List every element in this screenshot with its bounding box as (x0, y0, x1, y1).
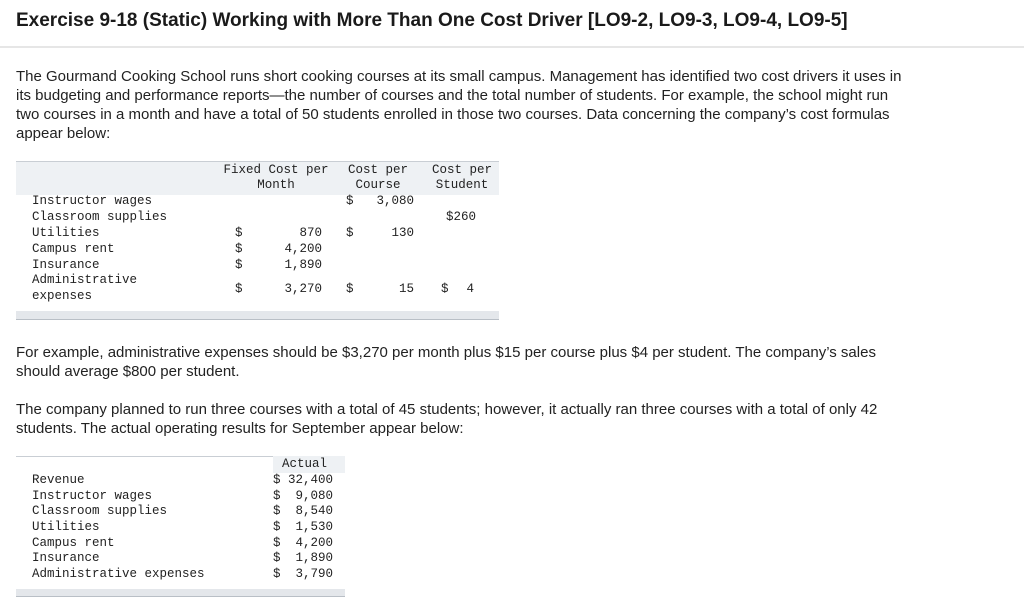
student-cost: 4 (466, 282, 474, 296)
header-cost-per-course (342, 163, 414, 193)
actual-value: $ 32,400 (273, 473, 334, 487)
paragraph-line: students. The actual operating results for September appear below: (16, 420, 464, 437)
fixed-cost: 1,890 (284, 258, 322, 272)
actual-value: $ 1,890 (273, 551, 334, 565)
intro-line: The Gourmand Cooking School runs short cooking courses at its small campus. Management has identified two cost drivers it uses in (16, 68, 902, 85)
intro-line: two courses in a month and have a total of 50 students enrolled in those two courses. Data concerning the company’s cost formulas (16, 106, 890, 123)
header-text: Student (435, 178, 489, 192)
actual-value: $ 8,540 (273, 504, 334, 518)
header-cost-per-student (426, 163, 498, 193)
fixed-cost: 4,200 (284, 242, 322, 256)
row-label: Campus rent (32, 536, 115, 550)
table-footer-bar (16, 311, 499, 320)
dollar-sign: $ (235, 242, 243, 256)
cost-formula-table (16, 161, 499, 319)
row-label: Revenue (32, 473, 85, 487)
actual-value: $ 4,200 (273, 536, 334, 550)
row-label: expenses (32, 289, 93, 303)
row-label: Campus rent (32, 242, 115, 256)
actual-value: $ 3,790 (273, 567, 334, 581)
dollar-sign: $ (235, 226, 243, 240)
header-actual: Actual (282, 457, 328, 471)
dollar-sign: $ (346, 194, 354, 208)
actual-results-table (16, 456, 345, 597)
row-label: Classroom supplies (32, 210, 168, 224)
row-label: Instructor wages (32, 489, 153, 503)
row-label: Administrative expenses (32, 567, 205, 581)
actual-value: $ 1,530 (273, 520, 334, 534)
header-text: Cost per (347, 163, 408, 177)
student-cost: $260 (445, 210, 476, 224)
course-cost: 15 (398, 282, 414, 296)
row-label: Instructor wages (32, 194, 153, 208)
dollar-sign: $ (235, 282, 243, 296)
dollar-sign: $ (346, 226, 354, 240)
fixed-cost: 3,270 (284, 282, 322, 296)
paragraph-line: For example, administrative expenses should be $3,270 per month plus $15 per course plus $4 per student. The company’s sales (16, 344, 876, 361)
exercise-title: Exercise 9-18 (Static) Working with More Than One Cost Driver [LO9-2, LO9-3, LO9-4, LO9-5] (16, 10, 848, 31)
fixed-cost: 870 (299, 226, 322, 240)
intro-paragraph (16, 67, 1006, 143)
row-label: Utilities (32, 226, 100, 240)
header-fixed-cost (214, 163, 338, 193)
course-cost: 130 (391, 226, 414, 240)
header-text: Month (257, 178, 295, 192)
paragraph-line: should average $800 per student. (16, 363, 240, 380)
title-divider (0, 46, 1024, 48)
dollar-sign: $ (235, 258, 243, 272)
plan-paragraph (16, 400, 1006, 438)
row-label: Insurance (32, 551, 100, 565)
intro-line: appear below: (16, 125, 111, 142)
paragraph-line: The company planned to run three courses with a total of 45 students; however, it actually ran three courses with a total of only 42 (16, 401, 878, 418)
table-footer-bar (16, 589, 345, 597)
dollar-sign: $ (441, 282, 449, 296)
actual-value: $ 9,080 (273, 489, 334, 503)
row-label: Utilities (32, 520, 100, 534)
header-text: Cost per (431, 163, 492, 177)
example-paragraph (16, 343, 1006, 381)
dollar-sign: $ (346, 282, 354, 296)
header-text: Fixed Cost per (223, 163, 329, 177)
header-text: Course (355, 178, 401, 192)
row-label: Insurance (32, 258, 100, 272)
course-cost: 3,080 (376, 194, 414, 208)
row-label: Administrative (32, 273, 138, 287)
row-label: Classroom supplies (32, 504, 168, 518)
intro-line: its budgeting and performance reports—the number of courses and the total number of students. For example, the school might run (16, 87, 889, 104)
